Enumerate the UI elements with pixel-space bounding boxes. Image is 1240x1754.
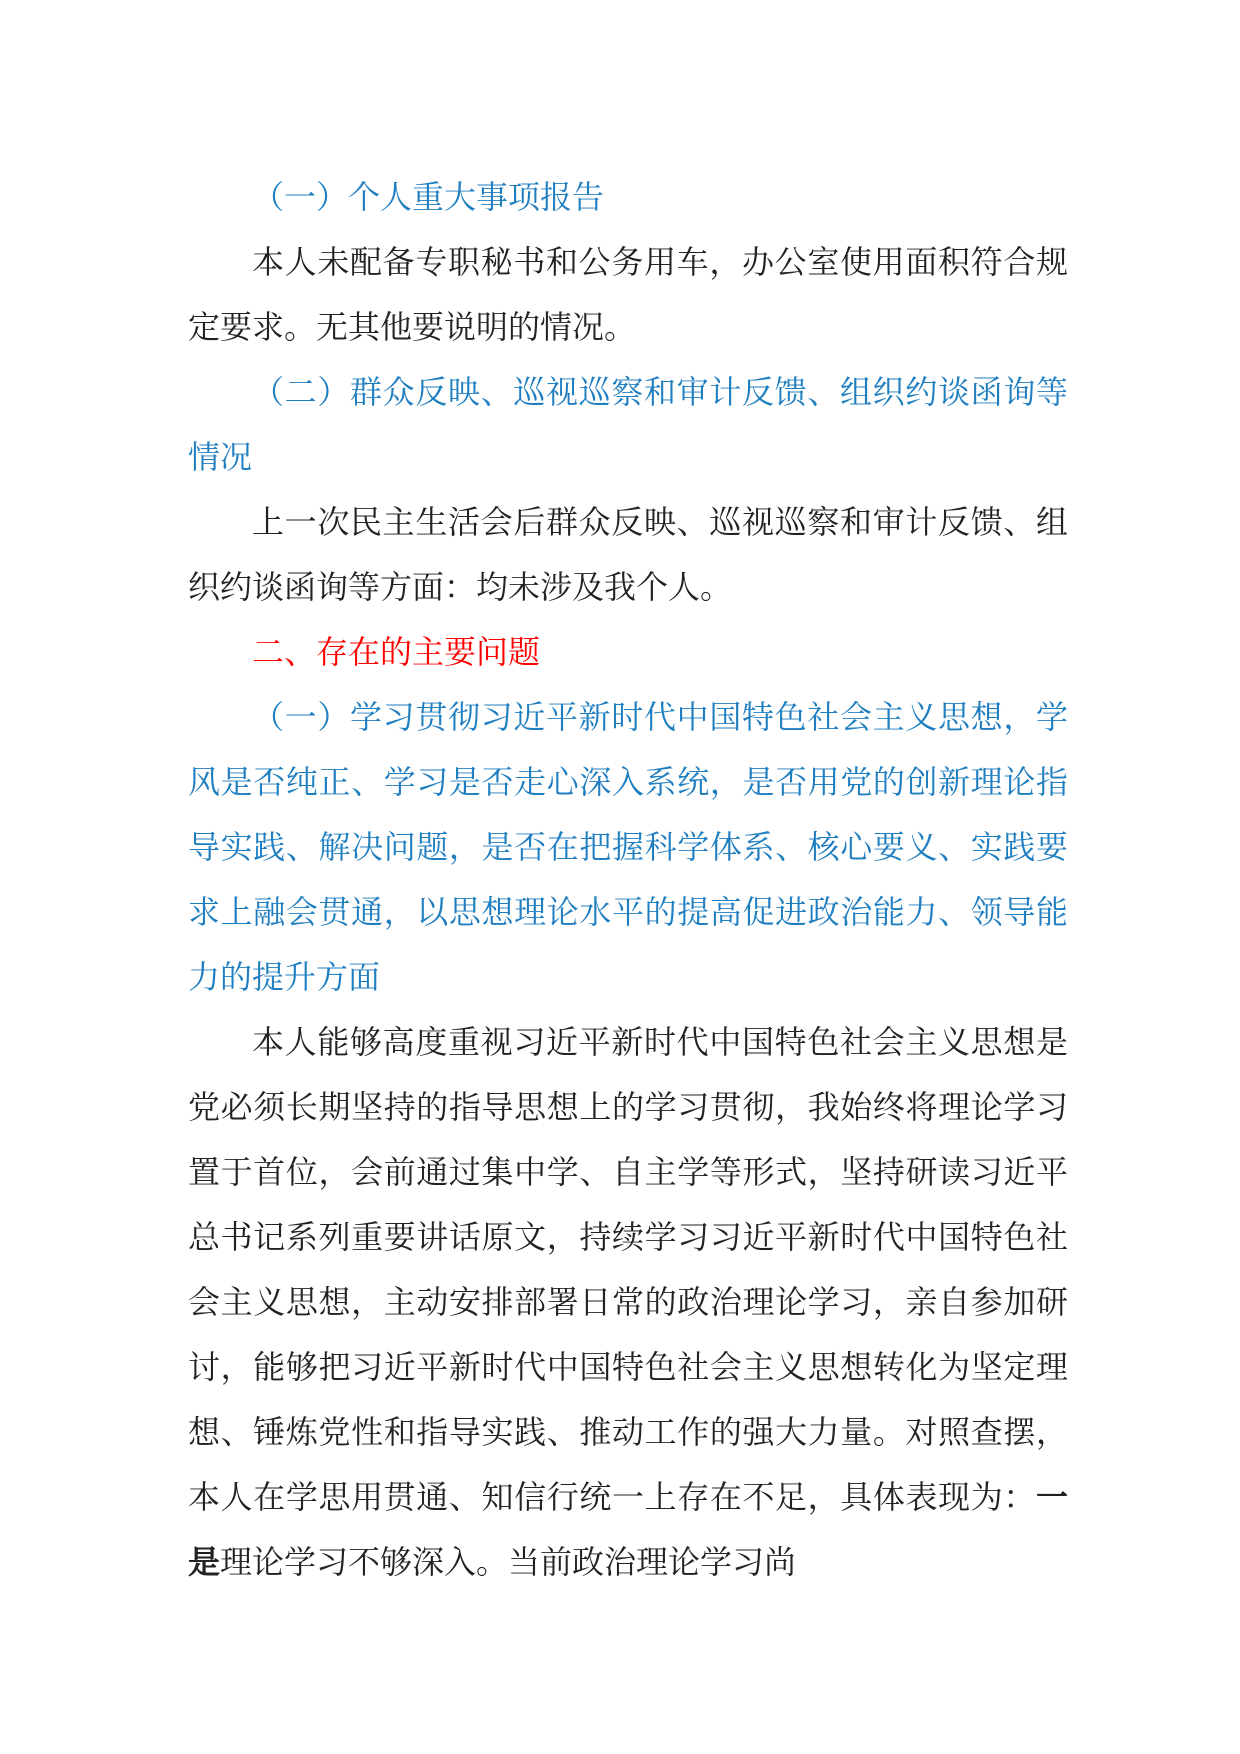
paragraph-study-tail: 理论学习不够深入。当前政治理论学习尚 (220, 1543, 797, 1581)
paragraph-study (188, 1010, 1068, 1595)
paragraph-personal-matters: 本人未配备专职秘书和公务用车，办公室使用面积符合规定要求。无其他要说明的情况。 (188, 243, 1068, 346)
part-heading-main-problems: 二、存在的主要问题 (252, 633, 541, 671)
bold-lead-first: 一是 (188, 1478, 1068, 1581)
section-heading-personal-matters: （一）个人重大事项报告 (252, 178, 605, 216)
section-heading-feedback: （二）群众反映、巡视巡察和审计反馈、组织约谈函询等情况 (188, 373, 1068, 476)
paragraph-feedback: 上一次民主生活会后群众反映、巡视巡察和审计反馈、组织约谈函询等方面：均未涉及我个人。 (188, 503, 1068, 606)
document-page (188, 165, 1068, 1595)
paragraph-study-text: 本人能够高度重视习近平新时代中国特色社会主义思想是党必须长期坚持的指导思想上的学习贯彻，我始终将理论学习置于首位，会前通过集中学、自主学等形式，坚持研读习近平总书记系列重要讲话原文，持续学习习近平新时代中国特色社会主义思想，主动安排部署日常的政治理论学习，亲自参加研讨，能够把习近平新时代中国特色社会主义思想转化为坚定理想、锤炼党性和指导实践、推动工作的强大力量。对照查摆，本人在学思用贯通、知信行统一上存在不足，具体表现为： (188, 1023, 1068, 1516)
section-heading-study: （一）学习贯彻习近平新时代中国特色社会主义思想，学风是否纯正、学习是否走心深入系统，是否用党的创新理论指导实践、解决问题，是否在把握科学体系、核心要义、实践要求上融会贯通，以思想理论水平的提高促进政治能力、领导能力的提升方面 (188, 698, 1068, 996)
